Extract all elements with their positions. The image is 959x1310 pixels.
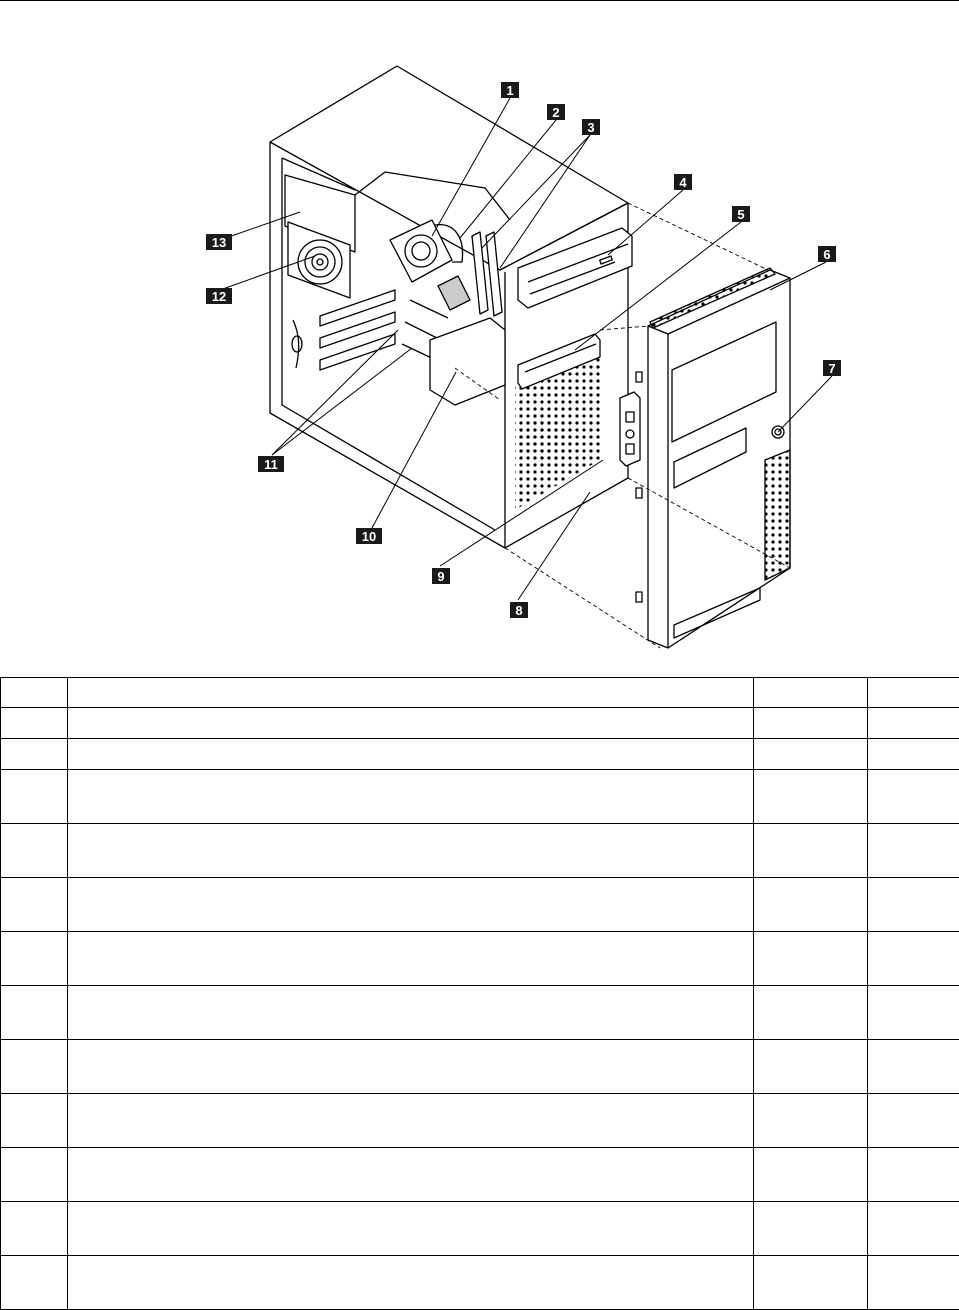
callout-7	[823, 360, 841, 376]
table-cell	[68, 1256, 754, 1310]
header-cell	[754, 678, 868, 708]
svg-text:7: 7	[828, 361, 836, 376]
microprocessor	[438, 276, 470, 310]
adapter-slots	[320, 290, 448, 370]
table-row	[1, 1148, 959, 1202]
table-cell	[1, 708, 68, 739]
table-cell	[1, 824, 68, 878]
table-row	[1, 1040, 959, 1094]
callout-1	[501, 82, 519, 98]
table-row	[1, 739, 959, 770]
header-cell	[868, 678, 959, 708]
table-cell	[754, 1256, 868, 1310]
svg-text:8: 8	[515, 603, 523, 618]
table-cell	[868, 1148, 959, 1202]
table-cell	[754, 770, 868, 824]
table-cell	[68, 986, 754, 1040]
parts-table	[0, 677, 959, 1310]
table-cell	[868, 1256, 959, 1310]
svg-text:9: 9	[437, 569, 445, 584]
table-cell	[68, 1148, 754, 1202]
table-cell	[754, 1040, 868, 1094]
table-row	[1, 932, 959, 986]
callout-2	[547, 104, 565, 120]
header-cell	[68, 678, 754, 708]
table-row	[1, 1094, 959, 1148]
table-header-row	[1, 678, 959, 708]
callout-11	[258, 456, 284, 472]
callout-13	[206, 234, 232, 250]
table-cell	[68, 739, 754, 770]
table-cell	[868, 770, 959, 824]
table-row	[1, 708, 959, 739]
svg-text:11: 11	[264, 457, 278, 472]
svg-text:13: 13	[211, 235, 227, 250]
table-cell	[868, 986, 959, 1040]
table-cell	[1, 1040, 68, 1094]
table-cell	[754, 932, 868, 986]
table-cell	[68, 708, 754, 739]
table-cell	[1, 739, 68, 770]
front-io-assembly	[620, 392, 640, 466]
svg-text:3: 3	[587, 120, 595, 135]
table-cell	[68, 878, 754, 932]
table-cell	[754, 1094, 868, 1148]
table-row	[1, 986, 959, 1040]
callout-8	[510, 602, 528, 618]
rear-cable	[292, 320, 302, 368]
table-cell	[868, 824, 959, 878]
table-cell	[868, 739, 959, 770]
table-cell	[1, 932, 68, 986]
table-cell	[868, 878, 959, 932]
table-row	[1, 878, 959, 932]
table-cell	[868, 708, 959, 739]
hard-disk-drive	[430, 318, 505, 405]
table-cell	[754, 1202, 868, 1256]
table-cell	[68, 824, 754, 878]
svg-text:12: 12	[211, 289, 227, 304]
table-cell	[1, 878, 68, 932]
table-cell	[68, 1094, 754, 1148]
front-bezel	[648, 268, 790, 648]
table-cell	[68, 1040, 754, 1094]
table-row	[1, 770, 959, 824]
callout-3	[582, 119, 600, 135]
table-cell	[754, 824, 868, 878]
callout-6	[818, 246, 836, 262]
table-cell	[68, 770, 754, 824]
svg-text:1: 1	[506, 83, 514, 98]
table-cell	[868, 1040, 959, 1094]
table-row	[1, 1202, 959, 1256]
table-cell	[868, 932, 959, 986]
table-row	[1, 1256, 959, 1310]
callout-9	[432, 568, 450, 584]
svg-text:4: 4	[679, 175, 687, 190]
callout-10	[356, 528, 382, 544]
table-cell	[754, 986, 868, 1040]
table-cell	[754, 878, 868, 932]
svg-text:10: 10	[361, 529, 377, 544]
svg-text:2: 2	[552, 105, 560, 120]
table-cell	[1, 1094, 68, 1148]
callout-5	[732, 206, 750, 222]
table-cell	[1, 986, 68, 1040]
table-cell	[1, 1148, 68, 1202]
svg-text:6: 6	[823, 247, 831, 262]
table-cell	[1, 1202, 68, 1256]
table-cell	[68, 1202, 754, 1256]
table-cell	[68, 932, 754, 986]
header-cell	[1, 678, 68, 708]
table-row	[1, 824, 959, 878]
callout-4	[674, 174, 692, 190]
table-cell	[868, 1202, 959, 1256]
table-cell	[1, 770, 68, 824]
table-cell	[754, 1148, 868, 1202]
table-cell	[754, 739, 868, 770]
svg-text:5: 5	[737, 207, 745, 222]
table-cell	[754, 708, 868, 739]
callout-12	[206, 288, 232, 304]
table-cell	[1, 1256, 68, 1310]
table-cell	[868, 1094, 959, 1148]
